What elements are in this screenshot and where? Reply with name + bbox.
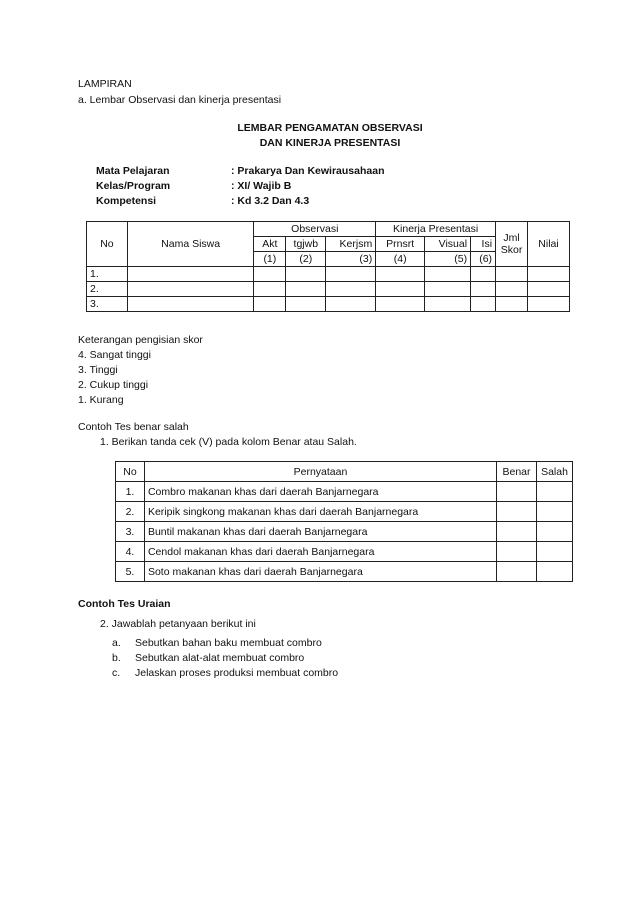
- obs-cell[interactable]: [254, 282, 286, 297]
- keterangan-title: Keterangan pengisian skor: [78, 334, 203, 346]
- obs-sub-akt: Akt: [254, 237, 286, 252]
- obs-header-jml-skor: [496, 222, 528, 267]
- uraian-letter: a.: [112, 637, 121, 649]
- info-label-kelas: Kelas/Program: [96, 180, 171, 192]
- section-a: a. Lembar Observasi dan kinerja presentasi: [78, 94, 282, 106]
- table-row: [116, 522, 573, 542]
- obs-code-6: (6): [471, 252, 496, 267]
- uraian-letter: c.: [112, 667, 121, 679]
- tf-row-no: 5.: [116, 562, 145, 582]
- tf-salah-cell[interactable]: [536, 502, 572, 522]
- obs-cell[interactable]: [326, 267, 376, 282]
- contoh-uraian-title: Contoh Tes Uraian: [78, 598, 171, 610]
- table-row: [116, 562, 573, 582]
- uraian-letter: b.: [112, 652, 121, 664]
- obs-cell[interactable]: [425, 282, 471, 297]
- observation-table: [86, 221, 570, 312]
- tf-salah-cell[interactable]: [536, 522, 572, 542]
- instruction-1: 1. Berikan tanda cek (V) pada kolom Benar atau Salah.: [100, 436, 357, 448]
- tf-row-statement: Combro makanan khas dari daerah Banjarnegara: [144, 482, 496, 502]
- tf-salah-cell[interactable]: [536, 562, 572, 582]
- tf-row-no: 2.: [116, 502, 145, 522]
- obs-header-nama: Nama Siswa: [127, 222, 254, 267]
- uraian-question: Sebutkan bahan baku membuat combro: [135, 637, 322, 649]
- tf-row-statement: Keripik singkong makanan khas dari daerah Banjarnegara: [144, 502, 496, 522]
- obs-cell[interactable]: [376, 297, 425, 312]
- obs-code-5: (5): [425, 252, 471, 267]
- tf-benar-cell[interactable]: [497, 522, 537, 542]
- table-row: [116, 482, 573, 502]
- obs-cell[interactable]: [496, 297, 528, 312]
- obs-cell[interactable]: [496, 267, 528, 282]
- obs-row-no: 1.: [87, 267, 128, 282]
- obs-cell[interactable]: [425, 267, 471, 282]
- keterangan-item: 3. Tinggi: [78, 364, 118, 376]
- title-line-1: LEMBAR PENGAMATAN OBSERVASI: [237, 122, 423, 134]
- obs-row-no: 3.: [87, 297, 128, 312]
- obs-cell[interactable]: [286, 267, 326, 282]
- obs-cell[interactable]: [127, 267, 254, 282]
- obs-cell[interactable]: [326, 297, 376, 312]
- tf-benar-cell[interactable]: [497, 482, 537, 502]
- tf-row-no: 1.: [116, 482, 145, 502]
- obs-header-skor: Skor: [500, 244, 523, 256]
- obs-cell[interactable]: [528, 282, 570, 297]
- obs-sub-tgjwb: tgjwb: [286, 237, 326, 252]
- obs-header-nilai: Nilai: [528, 222, 570, 267]
- obs-cell[interactable]: [425, 297, 471, 312]
- obs-cell[interactable]: [471, 267, 496, 282]
- obs-code-3: (3): [326, 252, 376, 267]
- instruction-2: 2. Jawablah petanyaan berikut ini: [100, 618, 256, 630]
- table-row: [116, 542, 573, 562]
- obs-header-observasi: Observasi: [254, 222, 376, 237]
- info-label-kompetensi: Kompetensi: [96, 195, 157, 207]
- info-value-mapel: : Prakarya Dan Kewirausahaan: [231, 165, 385, 177]
- obs-code-1: (1): [254, 252, 286, 267]
- obs-cell[interactable]: [286, 282, 326, 297]
- tf-salah-cell[interactable]: [536, 542, 572, 562]
- obs-row: [87, 267, 570, 282]
- tf-row-statement: Cendol makanan khas dari daerah Banjarnegara: [144, 542, 496, 562]
- keterangan-item: 2. Cukup tinggi: [78, 379, 149, 391]
- tf-header-salah: Salah: [536, 462, 572, 482]
- info-value-kompetensi: : Kd 3.2 Dan 4.3: [231, 195, 310, 207]
- obs-cell[interactable]: [376, 267, 425, 282]
- contoh-benar-salah-title: Contoh Tes benar salah: [78, 421, 189, 433]
- title-line-2: DAN KINERJA PRESENTASI: [259, 137, 401, 149]
- uraian-question: Jelaskan proses produksi membuat combro: [135, 667, 339, 679]
- obs-cell[interactable]: [471, 282, 496, 297]
- tf-row-no: 4.: [116, 542, 145, 562]
- obs-sub-visual: Visual: [425, 237, 471, 252]
- true-false-table: [115, 461, 573, 582]
- uraian-question: Sebutkan alat-alat membuat combro: [135, 652, 305, 664]
- obs-sub-kerjsm: Kerjsm: [326, 237, 376, 252]
- tf-header-benar: Benar: [497, 462, 537, 482]
- tf-salah-cell[interactable]: [536, 482, 572, 502]
- keterangan-item: 4. Sangat tinggi: [78, 349, 151, 361]
- obs-cell[interactable]: [254, 267, 286, 282]
- tf-benar-cell[interactable]: [497, 542, 537, 562]
- obs-cell[interactable]: [471, 297, 496, 312]
- tf-header-no: No: [116, 462, 145, 482]
- tf-row-statement: Soto makanan khas dari daerah Banjarnegara: [144, 562, 496, 582]
- obs-row-no: 2.: [87, 282, 128, 297]
- obs-cell[interactable]: [254, 297, 286, 312]
- obs-cell[interactable]: [127, 282, 254, 297]
- keterangan-item: 1. Kurang: [78, 394, 124, 406]
- obs-cell[interactable]: [326, 282, 376, 297]
- obs-cell[interactable]: [127, 297, 254, 312]
- obs-cell[interactable]: [528, 297, 570, 312]
- tf-benar-cell[interactable]: [497, 502, 537, 522]
- obs-header-no: No: [87, 222, 128, 267]
- tf-row-no: 3.: [116, 522, 145, 542]
- obs-cell[interactable]: [376, 282, 425, 297]
- obs-code-2: (2): [286, 252, 326, 267]
- obs-cell[interactable]: [496, 282, 528, 297]
- tf-row-statement: Buntil makanan khas dari daerah Banjarnegara: [144, 522, 496, 542]
- obs-sub-isi: Isi: [471, 237, 496, 252]
- obs-header-jml: Jml: [503, 232, 520, 244]
- table-row: [116, 502, 573, 522]
- obs-row: [87, 282, 570, 297]
- tf-benar-cell[interactable]: [497, 562, 537, 582]
- obs-cell[interactable]: [286, 297, 326, 312]
- info-value-kelas: : XI/ Wajib B: [231, 180, 292, 192]
- info-label-mapel: Mata Pelajaran: [96, 165, 170, 177]
- obs-row: [87, 297, 570, 312]
- obs-sub-prnsrt: Prnsrt: [376, 237, 425, 252]
- heading-lampiran: LAMPIRAN: [78, 78, 132, 90]
- obs-code-4: (4): [376, 252, 425, 267]
- obs-header-kinerja: Kinerja Presentasi: [376, 222, 496, 237]
- tf-header-pernyataan: Pernyataan: [144, 462, 496, 482]
- obs-cell[interactable]: [528, 267, 570, 282]
